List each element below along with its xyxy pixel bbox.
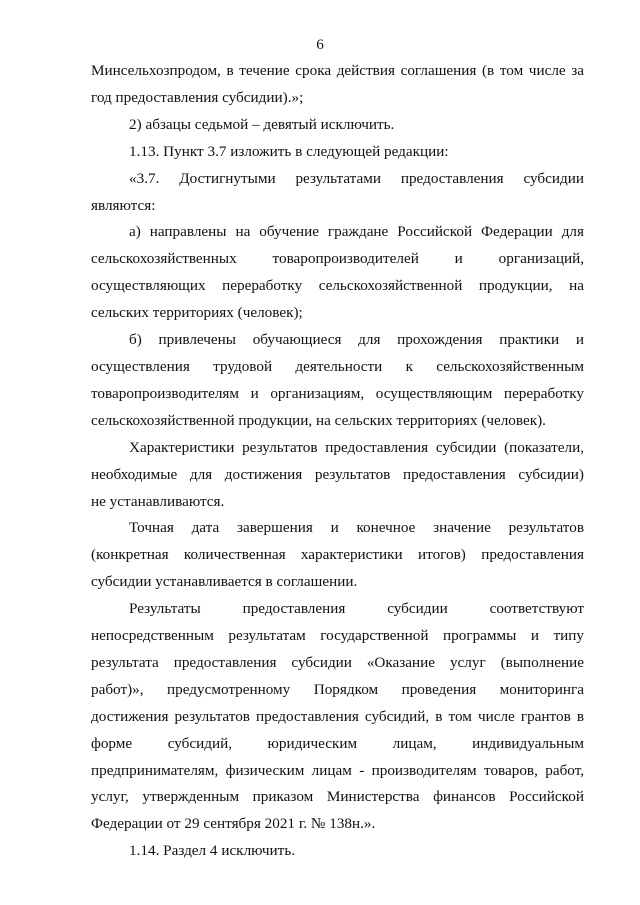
text-line: услуг, утвержденным приказом Министерства финансов Российской xyxy=(91,788,584,806)
text-line: предпринимателям, физическим лицам - производителям товаров, работ, xyxy=(91,761,584,779)
paragraph xyxy=(91,139,584,166)
document-body xyxy=(91,58,584,865)
text-line: б) привлечены обучающиеся для прохождения практики и xyxy=(129,331,584,349)
paragraph xyxy=(91,112,584,139)
text-line: форме субсидий, юридическим лицам, индивидуальным xyxy=(91,734,584,752)
text-line: (конкретная количественная характеристики итогов) предоставления xyxy=(91,546,584,564)
text-line: являются: xyxy=(91,196,156,214)
text-line: Характеристики результатов предоставления субсидии (показатели, xyxy=(129,438,584,456)
text-line: достижения результатов предоставления субсидий, в том числе грантов в xyxy=(91,707,584,725)
text-line: Федерации от 29 сентября 2021 г. № 138н.». xyxy=(91,815,376,833)
text-line: год предоставления субсидии).»; xyxy=(91,88,304,106)
paragraph xyxy=(91,327,584,435)
text-line: а) направлены на обучение граждане Российской Федерации для xyxy=(129,223,584,241)
paragraph xyxy=(91,166,584,220)
text-line: сельскохозяйственных товаропроизводителей и организаций, xyxy=(91,250,584,268)
text-line: 1.14. Раздел 4 исключить. xyxy=(129,842,296,860)
text-line: необходимые для достижения результатов предоставления субсидии) xyxy=(91,465,584,483)
paragraph xyxy=(91,58,584,112)
text-line: Результаты предоставления субсидии соответствуют xyxy=(129,600,584,618)
text-line: субсидии устанавливается в соглашении. xyxy=(91,573,358,591)
text-line: 2) абзацы седьмой – девятый исключить. xyxy=(129,115,395,133)
text-line: непосредственным результатам государственной программы и типу xyxy=(91,627,584,645)
text-line: работ)», предусмотренному Порядком проведения мониторинга xyxy=(91,680,584,698)
text-line: 1.13. Пункт 3.7 изложить в следующей редакции: xyxy=(129,142,449,160)
text-line: Минсельхозпродом, в течение срока действия соглашения (в том числе за xyxy=(91,62,584,79)
paragraph xyxy=(91,219,584,327)
text-line: Точная дата завершения и конечное значение результатов xyxy=(129,519,584,537)
text-line: «3.7. Достигнутыми результатами предоставления субсидии xyxy=(129,169,584,187)
paragraph xyxy=(91,596,584,838)
text-line: осуществления трудовой деятельности к сельскохозяйственным xyxy=(91,357,584,375)
text-line: осуществляющих переработку сельскохозяйственной продукции, на xyxy=(91,277,584,295)
text-line: товаропроизводителям и организациям, осуществляющим переработку xyxy=(91,384,584,402)
paragraph xyxy=(91,838,584,865)
text-line: сельскохозяйственной продукции, на сельских территориях (человек). xyxy=(91,411,546,429)
page-number: 6 xyxy=(316,36,324,53)
paragraph xyxy=(91,435,584,516)
text-line: результата предоставления субсидии «Оказание услуг (выполнение xyxy=(91,653,584,671)
paragraph xyxy=(91,515,584,596)
text-line: сельских территориях (человек); xyxy=(91,304,303,322)
text-line: не устанавливаются. xyxy=(91,492,225,510)
